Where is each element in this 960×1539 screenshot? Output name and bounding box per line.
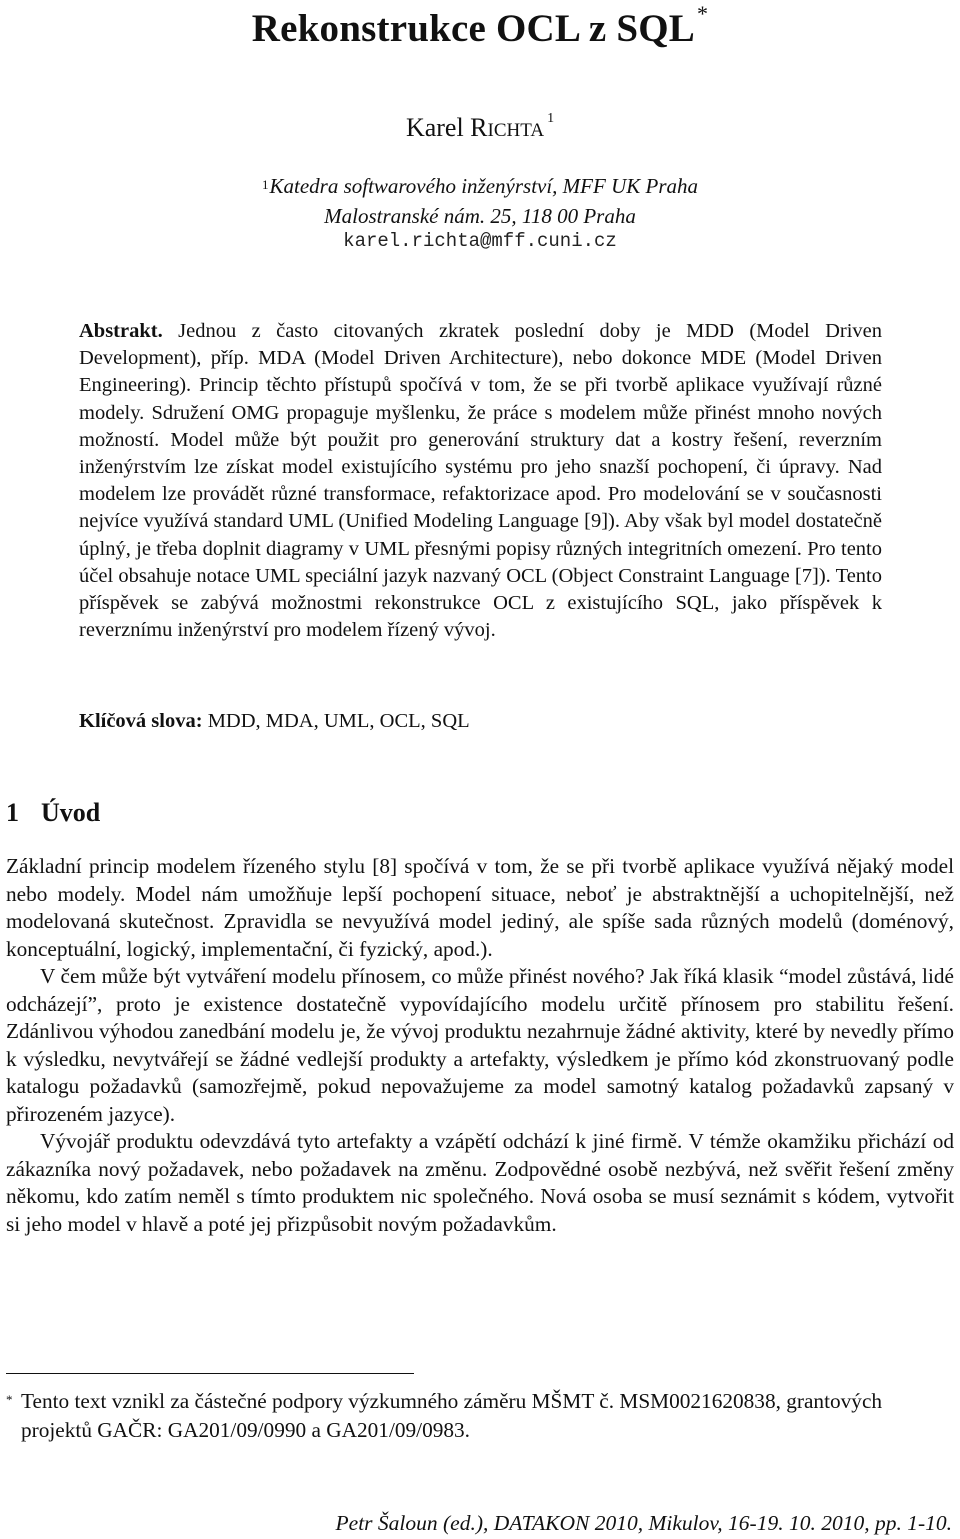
affiliation-mark: 1 <box>261 177 269 192</box>
body-paragraph: Základní princip modelem řízeného stylu [8] spočívá v tom, že se při tvorbě aplikace využívá nějaký model nebo modely. Model nám umožňuje lepší pochopení situace, neboť je abstraktnější a uchopitelnější, než modelovaná skutečnost. Zpravidla se nevyužívá model jediný, ale spíše sada různých modelů (doménový, konceptuální, logický, implementační, či fyzický, apod.). <box>6 854 954 961</box>
keywords-label: Klíčová slova: <box>79 710 203 732</box>
abstract <box>79 318 882 644</box>
body-paragraph: Vývojář produktu odevzdává tyto artefakty a vzápětí odchází k jiné firmě. V témže okamžiku přichází od zákazníka nový požadavek, nebo požadavek na změnu. Zodpovědné osobě nezbývá, než svěřit řešení změny někomu, kdo zatím neměl s tímto produktem nic společného. Nová osoba se musí seznámit s kódem, vytvořit si jeho model v hlavě a poté jej přizpůsobit novým požadavkům. <box>6 1129 954 1236</box>
footnote-text: Tento text vznikl za částečné podpory výzkumného záměru MŠMT č. MSM0021620838, grantových projektů GAČR: GA201/09/0990 a GA201/09/0983. <box>21 1389 883 1442</box>
section-number: 1 <box>6 798 19 827</box>
section-heading <box>6 798 100 828</box>
footnote-mark: * <box>6 1392 13 1407</box>
affiliation-department: Katedra softwarového inženýrství, MFF UK Praha <box>269 174 699 198</box>
affiliation-address: Malostranské nám. 25, 118 00 Praha <box>324 204 636 228</box>
title-text: Rekonstrukce OCL z SQL <box>251 7 695 50</box>
footnote <box>6 1387 954 1445</box>
abstract-label: Abstrakt. <box>79 320 163 342</box>
body-paragraph: V čem může být vytváření modelu přínosem, co může přinést nového? Jak říká klasik “model zůstává, lidé odcházejí”, proto je existence dostatečně vypovídajícího modelu určitě přínosem pro stabilitu řešení. Zdánlivou výhodou zanedbání modelu je, že vývoj produktu nezahrnuje žádné aktivity, které by nevedly přímo k výsledku, nevytvářejí se žádné vedlejší produkty a artefakty, výsledkem je přímo kód zkonstruovaný podle katalogu požadavků (samozřejmě, pokud nepovažujeme za model samotný katalog požadavků zapsaný v přirozeném jazyce). <box>6 964 954 1126</box>
author-line <box>0 113 960 143</box>
abstract-text: Jednou z často citovaných zkratek poslední doby je MDD (Model Driven Development), příp. MDA (Model Driven Architecture), nebo dokonce MDE (Model Driven Engineering). Princip těchto přístupů spočívá v tom, že se při tvorbě aplikace využívají různé modely. Sdružení OMG propaguje myšlenku, že práce s modelem může přinést mnoho nových možností. Model může být použit pro generování struktury dat a kostry řešení, reverzním inženýrstvím lze získat model existujícího systému pro jeho snazší pochopení, či úpravy. Nad modelem lze provádět různé transformace, refaktorizace apod. Pro modelování se v současnosti nejvíce využívá standard UML (Unified Modeling Language [9]). Aby však byl model dostatečně úplný, je třeba doplnit diagramy v UML přesnými popisy různých integritních omezení. Pro tento účel obsahuje notace UML speciální jazyk nazvaný OCL (Object Constraint Language [7]). Tento příspěvek se zabývá možnostmi rekonstrukce OCL z existujícího SQL, jako příspěvek k reverznímu inženýrství pro modelem řízený vývoj. <box>79 320 883 642</box>
author-email[interactable]: karel.richta@mff.cuni.cz <box>343 230 617 252</box>
author-affiliation-mark: 1 <box>547 111 555 126</box>
author-surname: ICHTA <box>487 120 545 141</box>
affiliation-line-1 <box>0 173 960 199</box>
paper-title <box>0 1 960 51</box>
author-name: Karel R <box>405 113 488 142</box>
section-body <box>6 853 954 1238</box>
keywords-text: MDD, MDA, UML, OCL, SQL <box>207 710 470 732</box>
title-footnote-mark: * <box>697 1 709 26</box>
footnote-divider <box>6 1373 414 1374</box>
section-title: Úvod <box>41 798 101 827</box>
page-footer: Petr Šaloun (ed.), DATAKON 2010, Mikulov, 16-19. 10. 2010, pp. 1-10. <box>335 1511 952 1535</box>
keywords <box>79 708 882 735</box>
